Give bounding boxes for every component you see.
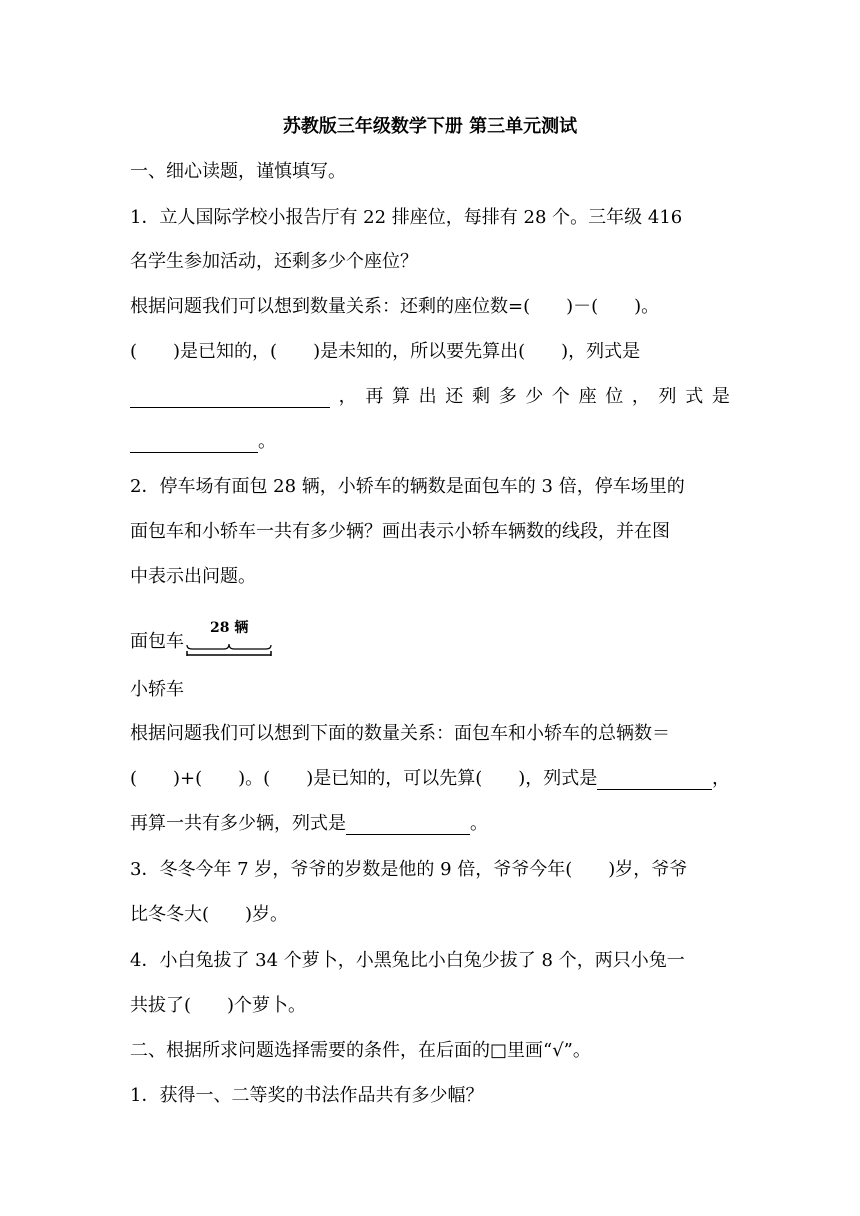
segment-label: 28 辆 <box>210 620 249 636</box>
q3-line2: 比冬冬大( )岁。 <box>130 904 289 925</box>
car-label: 小轿车 <box>130 679 184 700</box>
q2-line2: 面包车和小轿车一共有多少辆？画出表示小轿车辆数的线段，并在图 <box>130 521 670 542</box>
answer-blank-2[interactable] <box>130 432 258 453</box>
van-segment-line <box>186 643 272 657</box>
q2-line5 <box>130 764 730 794</box>
q1-line2: 名学生参加活动，还剩多少个座位？ <box>130 251 418 272</box>
q1-line6 <box>130 427 730 457</box>
q1-line5-char: 少 <box>525 386 544 407</box>
q1-line5-char: ， <box>338 386 357 407</box>
van-label: 面包车 <box>130 631 184 652</box>
q2-line6-end: 。 <box>470 813 488 834</box>
q2-line1: 2．停车场有面包 28 辆，小轿车的辆数是面包车的 3 倍，停车场里的 <box>130 476 685 497</box>
q1-line5 <box>130 382 730 412</box>
q2-line3: 中表示出问题。 <box>130 566 256 587</box>
q1-line4 <box>130 337 730 367</box>
q1-line5-char: 还 <box>445 386 464 407</box>
q1-line5-char: ， <box>631 386 650 407</box>
q4-line2: 共拔了( )个萝卜。 <box>130 995 307 1016</box>
q1-line5-char: 个 <box>551 386 570 407</box>
q1-line5-char: 列 <box>658 386 677 407</box>
q1-line5-char: 算 <box>391 386 410 407</box>
page-title: 苏教版三年级数学下册 第三单元测试 <box>282 116 578 137</box>
q4-line1: 4．小白兔拔了 34 个萝卜，小黑兔比小白兔少拔了 8 个，两只小兔一 <box>130 950 685 971</box>
q1-line4-text: ( )是已知的，( )是未知的，所以要先算出( )，列式是 <box>130 341 641 362</box>
q1-line3: 根据问题我们可以想到数量关系：还剩的座位数=( )－( )。 <box>130 296 660 317</box>
q2-line5-end: ， <box>712 768 730 789</box>
q2-line6-text: 再算一共有多少辆，列式是 <box>130 813 346 834</box>
segment-diagram <box>184 620 274 657</box>
q2-line5-text: ( )+( )。( )是已知的，可以先算( )，列式是 <box>130 768 598 789</box>
answer-blank-4[interactable] <box>346 814 470 835</box>
section2-heading: 二、根据所求问题选择需要的条件，在后面的□里画“√”。 <box>130 1040 591 1061</box>
q3-line1: 3．冬冬今年 7 岁，爷爷的岁数是他的 9 倍，爷爷今年( )岁，爷爷 <box>130 859 688 880</box>
q1-line5-char: 剩 <box>471 386 490 407</box>
section2-q1: 1．获得一、二等奖的书法作品共有多少幅？ <box>130 1085 484 1106</box>
section1-heading: 一、细心读题，谨慎填写。 <box>130 161 346 182</box>
q1-line5-char: 出 <box>418 386 437 407</box>
van-row <box>130 620 730 657</box>
answer-blank-3[interactable] <box>597 769 712 790</box>
q1-line5-char: 再 <box>365 386 384 407</box>
q1-line5-char: 是 <box>711 386 730 407</box>
answer-blank-1[interactable] <box>130 387 330 408</box>
q1-line5-char: 多 <box>498 386 517 407</box>
q1-line5-char: 式 <box>685 386 704 407</box>
q2-line6 <box>130 809 730 839</box>
q2-line4: 根据问题我们可以想到下面的数量关系：面包车和小轿车的总辆数＝ <box>130 723 670 744</box>
q1-line5-char: 座 <box>578 386 597 407</box>
q1-line5-char: 位 <box>605 386 624 407</box>
q1-line1: 1．立人国际学校小报告厅有 22 排座位，每排有 28 个。三年级 416 <box>130 207 683 228</box>
q1-line6-end: 。 <box>258 431 276 452</box>
